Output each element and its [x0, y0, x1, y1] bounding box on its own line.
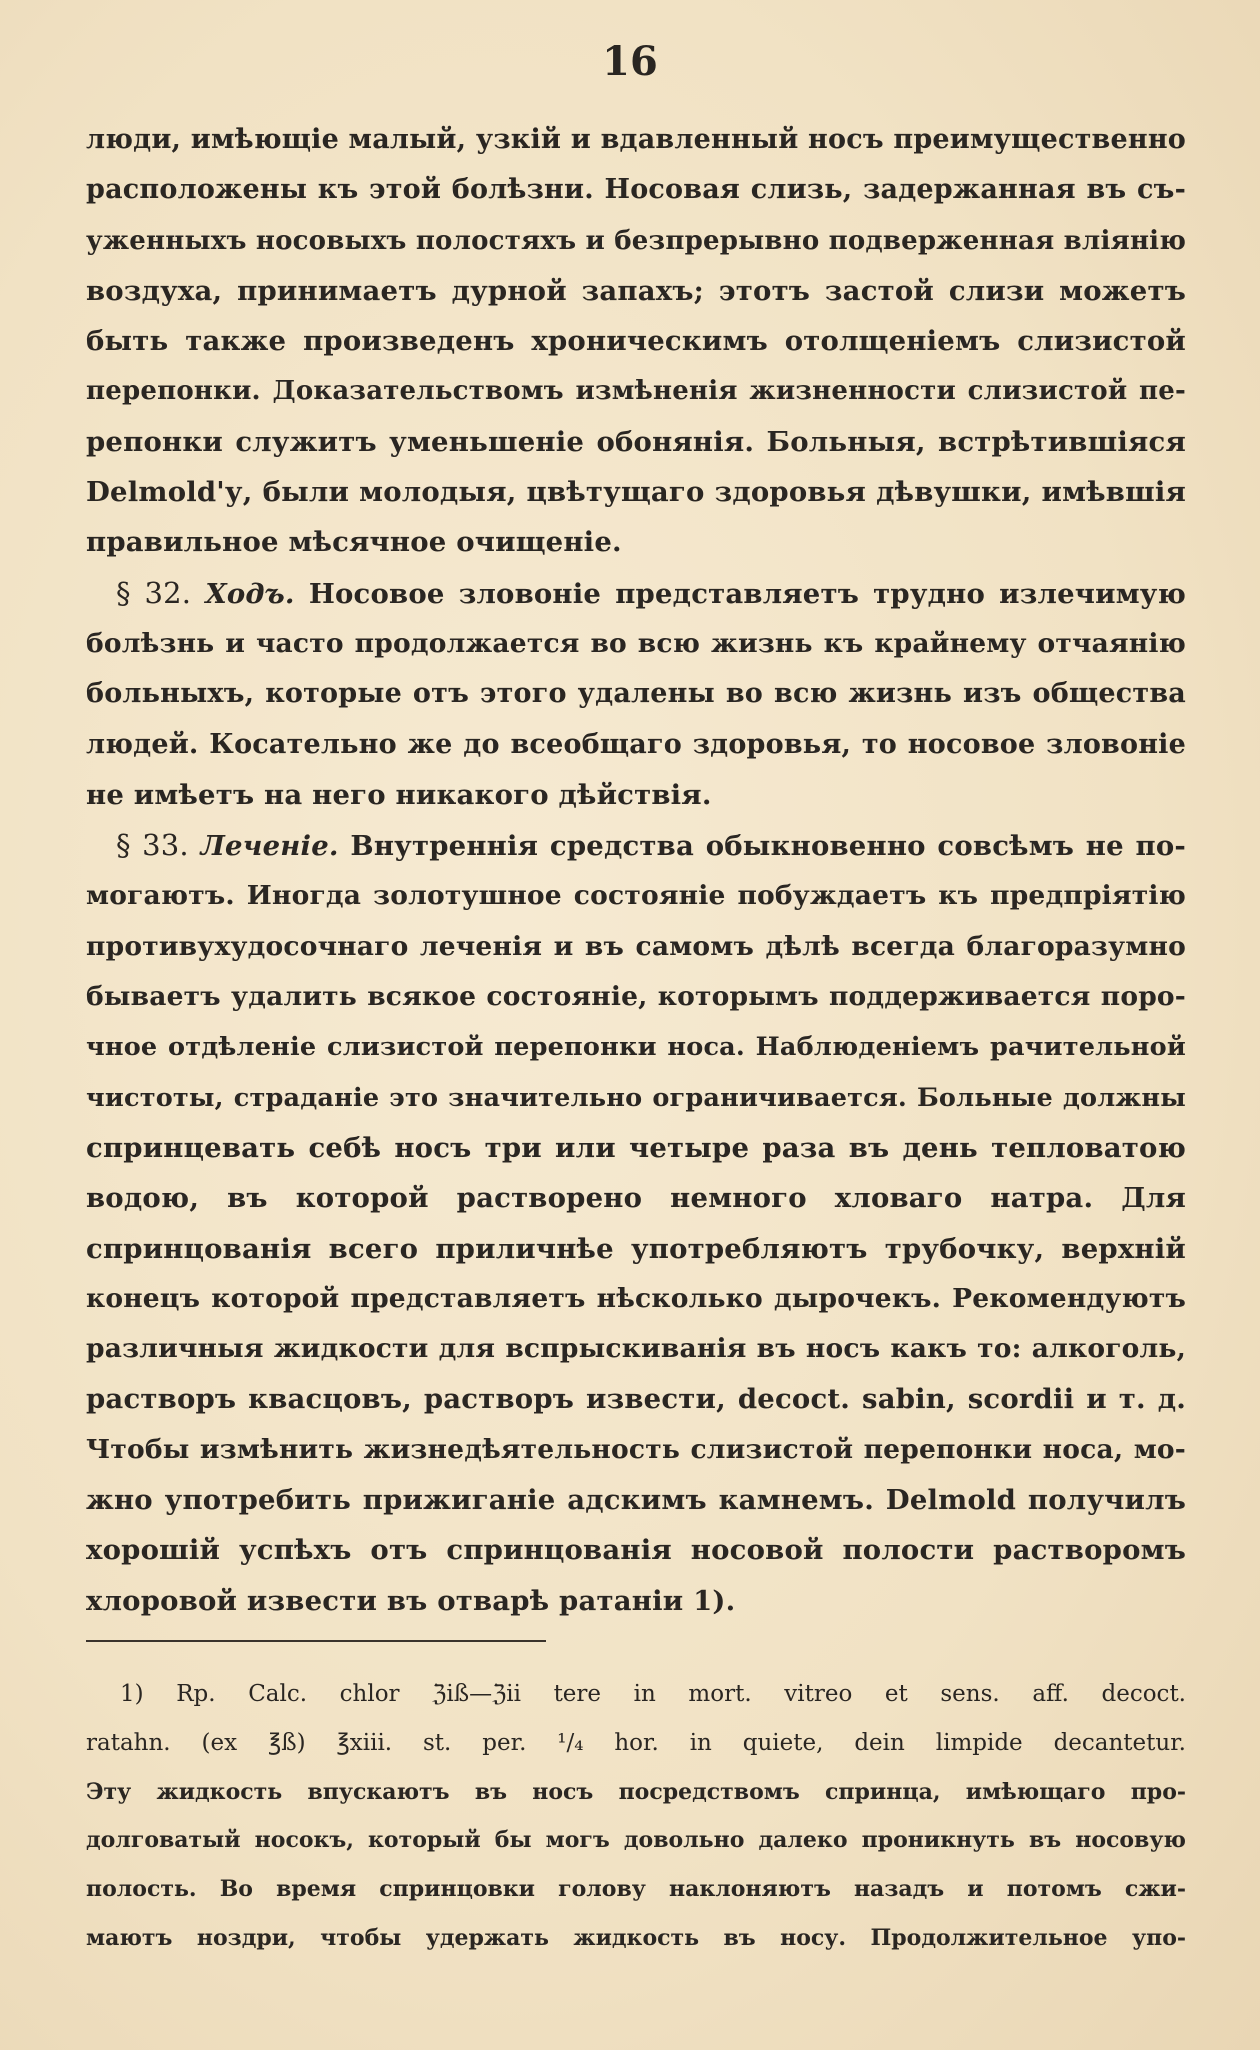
text-line: не имѣетъ на него никакого дѣйствія.: [86, 778, 712, 811]
footnote: [86, 1670, 1186, 1963]
text-line: бываетъ удалить всякое состояніе, которымъ поддерживается поро-: [86, 981, 1186, 1013]
main-text: [86, 115, 1186, 1626]
text-line: расположены къ этой болѣзни. Носовая слизь, задержанная въ съ-: [86, 174, 1186, 206]
text-line: людей. Косательно же до всеобщаго здоровья, то носовое зловоніе: [86, 728, 1186, 760]
text-line: чное отдѣленіе слизистой перепонки носа. Наблюденіемъ рачительной: [86, 1032, 1186, 1063]
footnote-line: Эту жидкость впускаютъ въ носъ посредствомъ спринца, имѣющаго про-: [86, 1778, 1186, 1805]
text-line: противухудосочнаго леченія и въ самомъ дѣлѣ всегда благоразумно: [86, 930, 1186, 962]
text-line: могаютъ. Иногда золотушное состояніе побуждаетъ къ предпріятію: [86, 880, 1186, 912]
footnote-line: долговатый носокъ, который бы могъ довольно далеко проникнуть въ носовую: [86, 1827, 1186, 1854]
footnote-line: 1) Rp. Calc. chlor ℨiß—ℨii tere in mort. vitreo et sens. aff. decoct.: [120, 1681, 1186, 1707]
section-number: § 32.: [116, 575, 192, 610]
text-line: хлоровой извести въ отварѣ ратаніи 1).: [86, 1584, 736, 1617]
text-line: перепонки. Доказательствомъ измѣненія жизненности слизистой пе-: [86, 376, 1186, 407]
section-first-line: Носовое зловоніе представляетъ трудно излечимую: [308, 577, 1186, 610]
text-line: спринцованія всего приличнѣе употребляютъ трубочку, верхній: [86, 1232, 1186, 1265]
text-line: люди, имѣющіе малый, узкій и вдавленный носъ преимущественно: [86, 124, 1186, 155]
text-line: жно употребить прижиганіе адскимъ камнемъ. Delmold получилъ: [86, 1484, 1186, 1517]
text-line: различныя жидкости для вспрыскиванія въ носъ какъ то: алкоголь,: [86, 1333, 1186, 1365]
section-title: Леченіе.: [200, 830, 339, 863]
footnote-divider: [86, 1640, 546, 1642]
text-line: Delmold'у, были молодыя, цвѣтущаго здоровья дѣвушки, имѣвшія: [86, 476, 1186, 509]
section-32-heading: [86, 568, 1186, 619]
text-line: быть также произведенъ хроническимъ отолщеніемъ слизистой: [86, 325, 1186, 358]
section-first-line: Внутреннія средства обыкновенно совсѣмъ не по-: [350, 830, 1187, 863]
text-line: спринцевать себѣ носъ три или четыре раза въ день тепловатою: [86, 1131, 1186, 1164]
section-number: § 33.: [116, 828, 189, 863]
footnote-line: ratahn. (ex ℥ß) ℥xiii. st. per. ¹/₄ hor. in quiete, dein limpide decantetur.: [86, 1729, 1186, 1756]
text-line: больныхъ, которые отъ этого удалены во всю жизнь изъ общества: [86, 678, 1186, 710]
text-line: Чтобы измѣнить жизнедѣятельность слизистой перепонки носа, мо-: [86, 1433, 1186, 1465]
section-title: Ходъ.: [205, 577, 295, 610]
footnote-line: маютъ ноздри, чтобы удержать жидкость въ носу. Продолжительное упо-: [86, 1924, 1186, 1951]
text-line: репонки служитъ уменьшеніе обонянія. Больныя, встрѣтившіяся: [86, 425, 1186, 458]
text-line: уженныхъ носовыхъ полостяхъ и безпрерывно подверженная вліянію: [86, 225, 1187, 256]
text-line: болѣзнь и часто продолжается во всю жизнь къ крайнему отчаянію: [86, 627, 1186, 659]
text-line: хорошій успѣхъ отъ спринцованія носовой полости растворомъ: [86, 1534, 1186, 1567]
page-number: 16: [602, 38, 658, 85]
text-line: растворъ квасцовъ, растворъ извести, decoct. sabin, scordii и т. д.: [86, 1383, 1186, 1416]
text-line: правильное мѣсячное очищеніе.: [86, 526, 622, 559]
text-line: чистоты, страданіе это значительно ограничивается. Больные должны: [86, 1082, 1186, 1113]
text-line: водою, въ которой растворено немного хловаго натра. Для: [86, 1182, 1186, 1215]
footnote-line: полость. Во время спринцовки голову наклоняютъ назадъ и потомъ сжи-: [86, 1876, 1186, 1903]
section-33-heading: [86, 820, 1186, 871]
text-line: конецъ которой представляетъ нѣсколько дырочекъ. Рекомендуютъ: [86, 1282, 1186, 1314]
text-line: воздуха, принимаетъ дурной запахъ; этотъ застой слизи можетъ: [86, 274, 1186, 307]
